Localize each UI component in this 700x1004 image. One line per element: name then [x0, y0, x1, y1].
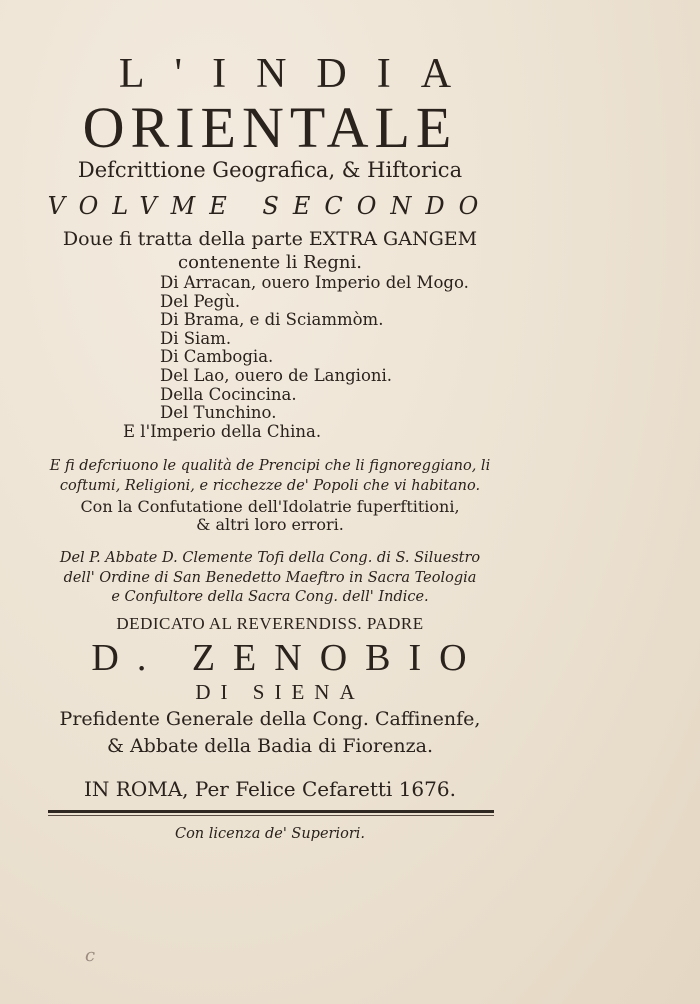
divider-rule-thin	[48, 815, 494, 816]
kingdom-item: Del Tunchino.	[160, 403, 277, 423]
margin-mark: c	[85, 945, 96, 966]
dedicatee-name: D. ZENOBIO	[91, 637, 485, 679]
volume-label: VOLVME SECONDO	[47, 192, 493, 220]
imprint: IN ROMA, Per Felice Cefaretti 1676.	[84, 777, 456, 801]
subtitle: Defcrittione Geografica, & Hiftorica	[77, 158, 463, 182]
kingdom-item: Di Siam.	[160, 328, 232, 348]
title-line-1: L'INDIA	[118, 51, 482, 97]
divider-rule	[48, 810, 494, 813]
description-line: coftumi, Religioni, e ricchezze de' Popoli che vi habitano.	[59, 478, 481, 494]
kingdom-item: Di Cambogia.	[160, 347, 274, 367]
author-line: e Confultore della Sacra Cong. dell' Indice.	[111, 589, 429, 605]
kingdom-item: Di Brama, e di Sciammòm.	[160, 310, 384, 330]
dedicatee-title: Prefidente Generale della Cong. Caffinenfe,	[59, 708, 481, 730]
author-line: dell' Ordine di San Benedetto Maeftro in Sacra Teologia	[63, 570, 477, 586]
dedicatee-place: DI SIENA	[195, 680, 365, 704]
license-line: Con licenza de' Superiori.	[174, 826, 366, 842]
description-line: E fi defcriuono le qualità de Prencipi che li fignoreggiano, li	[49, 458, 491, 474]
kingdom-item: Di Arracan, ouero Imperio del Mogo.	[160, 273, 469, 292]
scope-line-2: contenente li Regni.	[178, 252, 362, 273]
description-line: Con la Confutatione dell'Idolatrie fuperftitioni,	[80, 497, 460, 516]
kingdom-item: Della Cocincina.	[160, 384, 297, 404]
kingdom-item: Del Lao, ouero de Langioni.	[160, 365, 393, 385]
author-line: Del P. Abbate D. Clemente Tofi della Cong. di S. Siluestro	[59, 550, 481, 566]
kingdom-item: Del Pegù.	[160, 291, 241, 311]
dedicatee-title-2: & Abbate della Badia di Fiorenza.	[107, 735, 433, 757]
description-line: & altri loro errori.	[196, 515, 344, 534]
scope-line: Doue fi tratta della parte EXTRA GANGEM	[62, 228, 478, 250]
dedication-line: DEDICATO AL REVERENDISS. PADRE	[116, 614, 424, 633]
kingdom-item: E l'Imperio della China.	[123, 421, 322, 441]
kingdom-list	[123, 273, 469, 441]
title-line-2: ORIENTALE	[82, 95, 458, 160]
